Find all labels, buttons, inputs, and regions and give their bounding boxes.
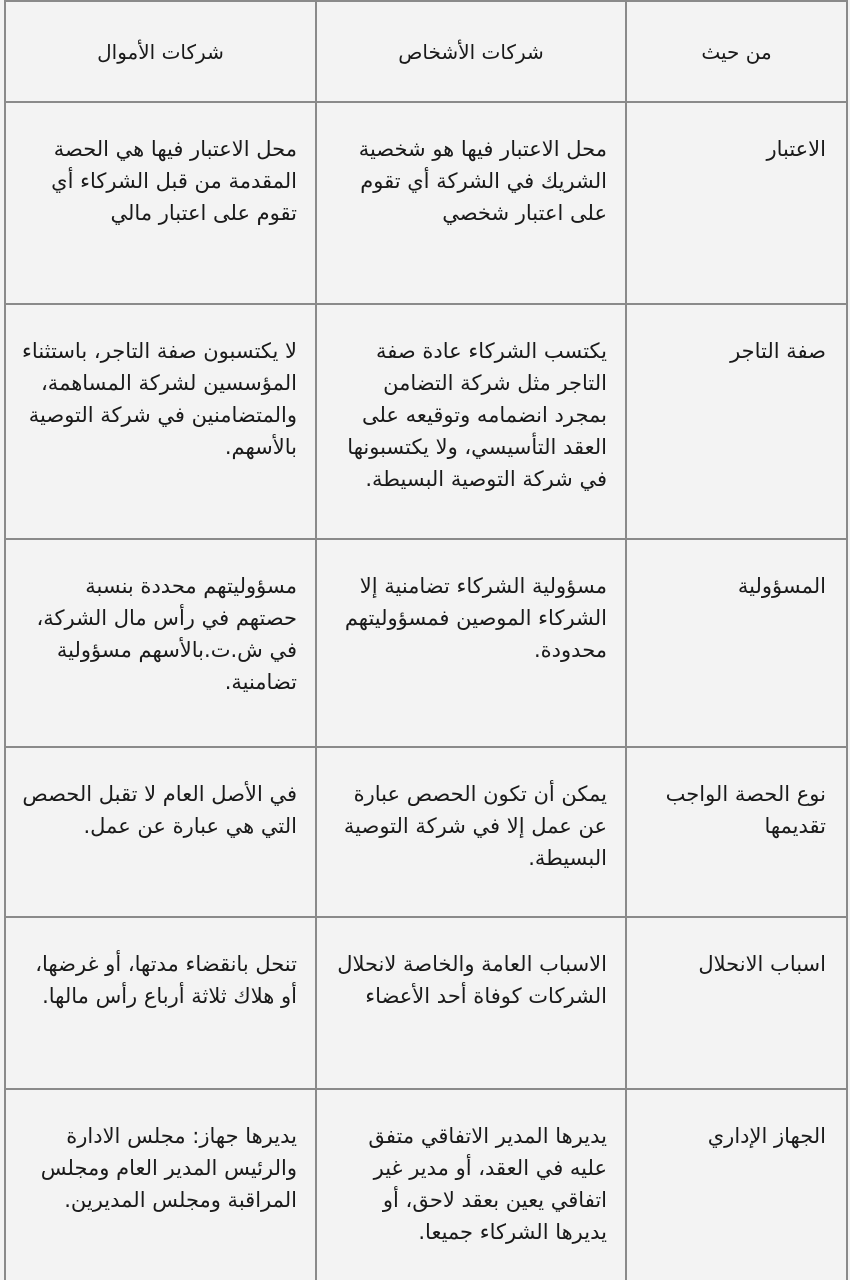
persons-cell xyxy=(316,304,626,539)
capital-cell xyxy=(5,917,316,1089)
persons-cell xyxy=(316,102,626,304)
persons-cell xyxy=(316,917,626,1089)
header-capital-companies: شركات الأموال xyxy=(5,1,316,102)
persons-text: يمكن أن تكون الحصص عبارة عن عمل إلا في شركة التوصية البسيطة. xyxy=(343,782,607,870)
persons-cell xyxy=(316,747,626,917)
persons-text: مسؤولية الشركاء تضامنية إلا الشركاء الموصين فمسؤوليتهم محدودة. xyxy=(344,574,607,662)
aspect-label: الجهاز الإداري xyxy=(707,1124,826,1148)
comparison-table xyxy=(4,0,848,1280)
capital-cell xyxy=(5,304,316,539)
aspect-label: المسؤولية xyxy=(737,574,826,598)
persons-text: يكتسب الشركاء عادة صفة التاجر مثل شركة التضامن بمجرد انضمامه وتوقيعه على العقد التأسيسي، ولا يكتسبونها في شركة التوصية البسيطة. xyxy=(347,339,607,491)
capital-text: في الأصل العام لا تقبل الحصص التي هي عبارة عن عمل. xyxy=(22,782,297,838)
aspect-cell xyxy=(626,1089,847,1280)
capital-cell xyxy=(5,539,316,747)
aspect-label: صفة التاجر xyxy=(730,339,826,363)
capital-cell xyxy=(5,102,316,304)
table-row xyxy=(5,304,847,539)
table-row xyxy=(5,1089,847,1280)
persons-text: يديرها المدير الاتفاقي متفق عليه في العقد، أو مدير غير اتفاقي يعين بعقد لاحق، أو يديرها الشركاء جميعا. xyxy=(368,1124,607,1244)
capital-text: مسؤوليتهم محددة بنسبة حصتهم في رأس مال الشركة، في ش.ت.بالأسهم مسؤولية تضامنية. xyxy=(36,574,297,694)
aspect-label: اسباب الانحلال xyxy=(698,952,826,976)
table-row xyxy=(5,102,847,304)
header-row xyxy=(5,1,847,102)
aspect-label: نوع الحصة الواجب تقديمها xyxy=(665,782,826,838)
persons-cell xyxy=(316,539,626,747)
aspect-cell xyxy=(626,917,847,1089)
aspect-cell xyxy=(626,747,847,917)
table-row xyxy=(5,747,847,917)
header-persons-companies: شركات الأشخاص xyxy=(316,1,626,102)
capital-cell xyxy=(5,1089,316,1280)
aspect-label: الاعتبار xyxy=(766,137,826,161)
aspect-cell xyxy=(626,102,847,304)
header-aspect: من حيث xyxy=(626,1,847,102)
capital-text: تنحل بانقضاء مدتها، أو غرضها، أو هلاك ثلاثة أرباع رأس مالها. xyxy=(35,952,297,1008)
table-row xyxy=(5,539,847,747)
capital-text: يديرها جهاز: مجلس الادارة والرئيس المدير العام ومجلس المراقبة ومجلس المديرين. xyxy=(40,1124,297,1212)
capital-text: محل الاعتبار فيها هي الحصة المقدمة من قبل الشركاء أي تقوم على اعتبار مالي xyxy=(51,137,297,225)
persons-text: الاسباب العامة والخاصة لانحلال الشركات كوفاة أحد الأعضاء xyxy=(337,952,607,1008)
capital-text: لا يكتسبون صفة التاجر، باستثناء المؤسسين لشركة المساهمة، والمتضامنين في شركة التوصية بالأسهم. xyxy=(22,339,297,459)
table-row xyxy=(5,917,847,1089)
aspect-cell xyxy=(626,539,847,747)
aspect-cell xyxy=(626,304,847,539)
persons-cell xyxy=(316,1089,626,1280)
capital-cell xyxy=(5,747,316,917)
persons-text: محل الاعتبار فيها هو شخصية الشريك في الشركة أي تقوم على اعتبار شخصي xyxy=(358,137,607,225)
